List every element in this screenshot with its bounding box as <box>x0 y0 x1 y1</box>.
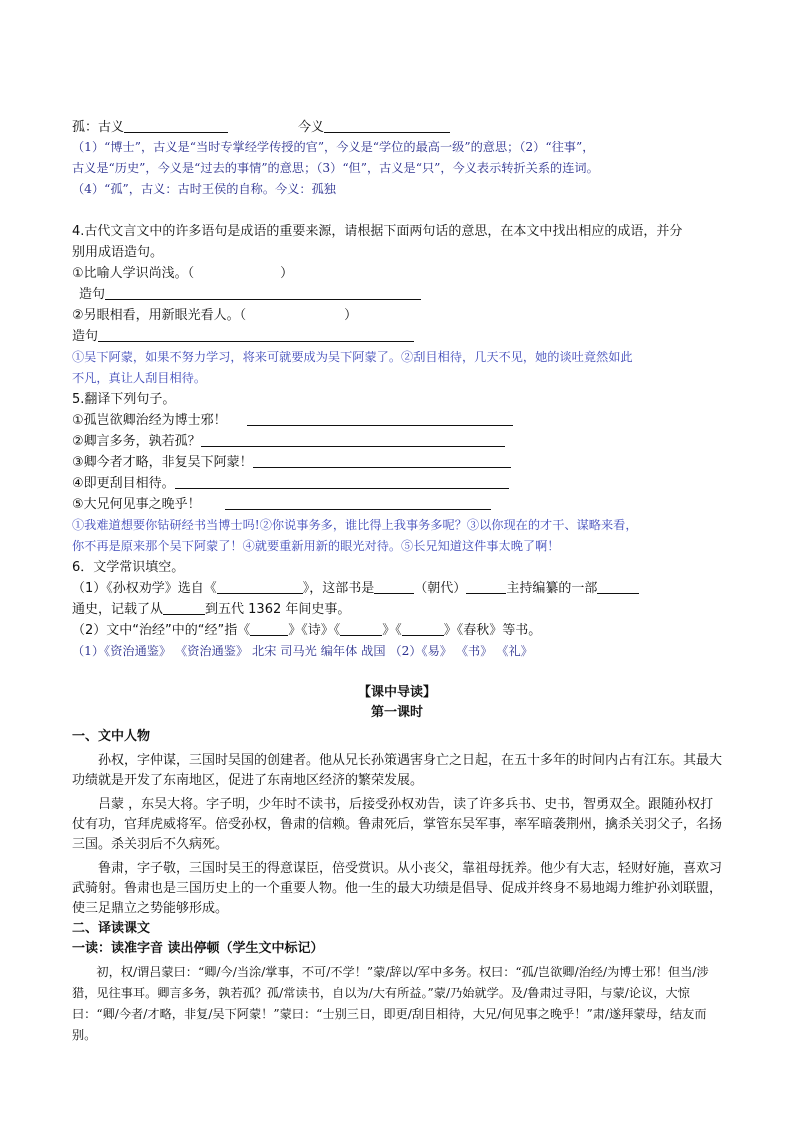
q5-answer-line-1: ①我难道想要你钻研经书当博士吗!②你说事务多，谁比得上我事务多呢？③以你现在的才干、谋略来看， <box>72 518 638 532</box>
q5-item-4 <box>72 473 722 494</box>
q4-zaoju-1-row <box>72 284 722 305</box>
q5-title: 5.翻译下列句子。 <box>72 392 176 407</box>
lusu-paragraph: 鲁肃，字子敬，三国时吴王的得意谋臣，倍受赏识。从小丧父，靠祖母抚养。他少有大志，轻财好施，喜欢习武骑射。鲁肃也是三国历史上的一个重要人物。他一生的最大功绩是倡导、促成并终身不易地竭力维护孙刘联盟，使三足鼎立之势能够形成。 <box>72 861 723 916</box>
q4-item-2 <box>72 305 722 326</box>
q5-answer-line-2: 你不再是原来那个吴下阿蒙了！④就要重新用新的眼光对待。⑤长兄知道这件事太晚了啊！ <box>72 539 560 553</box>
q6-line-1 <box>72 578 722 599</box>
q3-answer-line-3: （4）“孤”，古义：古时王侯的自称。今义：孤独 <box>72 182 336 196</box>
q4-item-2-text: ②另眼相看，用新眼光看人。（ <box>72 308 247 323</box>
q6-line-2-part-a: 通史，记载了从 <box>72 602 164 617</box>
q6-title: 6．文学常识填空。 <box>72 560 185 575</box>
part1-heading: 一、文中人物 <box>72 729 151 744</box>
gu-meaning-row <box>72 118 722 137</box>
q6-line-1-part-b: 》，这部书是 <box>302 581 375 596</box>
q5-item-3-text: ③卿今者才略，非复吴下阿蒙！ <box>72 455 253 470</box>
q6-line-3-part-c: 》《 <box>382 623 402 638</box>
q6-line-3-part-a: （2）文中“治经”中的“经”指《 <box>72 623 251 638</box>
q5-item-3 <box>72 452 722 473</box>
q3-answer-line-1: （1）“博士”，古义是“当时专掌经学传授的官”，今义是“学位的最高一级”的意思；（2）“往事”， <box>72 140 595 154</box>
q6-line-3 <box>72 620 722 641</box>
q6-line-1-part-d: 主持编纂的一部 <box>506 581 598 596</box>
q5-item-1 <box>72 410 722 431</box>
q5-item-5 <box>72 494 722 515</box>
q4-answer-line-2: 不凡，真让人刮目相待。 <box>72 371 207 385</box>
sunquan-paragraph: 孙权，字仲谋，三国时吴国的创建者。他从兄长孙策遇害身亡之日起，在五十多年的时间内占有江东。其最大功绩就是开发了东南地区，促进了东南地区经济的繁荣发展。 <box>72 753 723 788</box>
gu-modern-blank[interactable] <box>324 119 450 133</box>
q5-item-1-blank[interactable] <box>247 412 513 426</box>
q4-item-1 <box>72 263 722 284</box>
q6-line-3-part-d: 》《春秋》等书。 <box>443 623 542 638</box>
q5-item-1-text: ①孤岂欲卿治经为博士邪！ <box>72 413 227 428</box>
q5-item-5-blank[interactable] <box>225 496 491 510</box>
q6-jing-blank-2[interactable] <box>340 622 382 636</box>
q6-period-blank[interactable] <box>163 601 205 615</box>
q6-editor-blank[interactable] <box>466 580 506 594</box>
q6-genre-blank[interactable] <box>597 580 639 594</box>
q4-zaoju-1-blank[interactable] <box>105 286 421 300</box>
q3-answer-line-2: 古义是“历史”，今义是“过去的事情”的意思；（3）“但”，古义是“只”，今义表示转折关系的连词。 <box>72 161 599 175</box>
q4-item-1-close: ） <box>280 266 294 281</box>
q6-line-1-part-a: （1）《孙权劝学》选自《 <box>72 581 217 596</box>
q6-dynasty-blank[interactable] <box>374 580 414 594</box>
q4-answer-line-1: ①吴下阿蒙，如果不努力学习，将来可就要成为吴下阿蒙了。②刮目相待，几天不见，她的谈吐竟然如此 <box>72 350 633 364</box>
part2-subheading: 一读：读准字音 读出停顿（学生文中标记） <box>72 941 324 956</box>
q5-item-4-text: ④即更刮目相待。 <box>72 476 175 491</box>
q4-item-2-close: ） <box>344 308 358 323</box>
q5-item-2 <box>72 431 722 452</box>
q6-line-1-part-c: （朝代） <box>414 581 467 596</box>
q4-title-line-2: 别用成语造句。 <box>72 245 164 260</box>
q6-jing-blank-1[interactable] <box>250 622 288 636</box>
classical-text-paragraph: 初，权/谓吕蒙曰：“卿/今/当涂/掌事，不可/不学！”蒙/辞以/军中多务。权曰：“孤/岂欲卿/治经/为博士邪！但当/涉猎，见往事耳。卿言多务，孰若孤？孤/常读书，自以为/大有所益。”蒙/乃始就学。及/鲁肃过寻阳，与蒙/论议，大惊曰：“卿/今者/才略，非复/吴下阿蒙！”蒙曰：“士别三日，即更/刮目相待，大兄/何见事之晚乎！”肃/遂拜蒙母，结友而别。 <box>72 965 709 1042</box>
q4-zaoju-1-label: 造句 <box>79 287 106 302</box>
gu-ancient-label: 孤：古义 <box>72 120 125 135</box>
q6-line-3-part-b: 》《诗》《 <box>288 623 341 638</box>
lvmeng-paragraph: 吕蒙 ，东吴大将。字子明，少年时不读书，后接受孙权劝告，读了许多兵书、史书，智勇双全。跟随孙权打仗有功，官拜虎威将军。倍受孙权，鲁肃的信赖。鲁肃死后，掌管东吴军事，率军暗袭荆州，擒杀关羽父子，名扬三国。杀关羽后不久病死。 <box>72 797 723 852</box>
q4-title-line-1: 4.古代文言文中的许多语句是成语的重要来源，请根据下面两句话的意思，在本文中找出相应的成语，并分 <box>72 224 683 239</box>
q4-zaoju-2-label: 造句 <box>72 329 99 344</box>
worksheet-page <box>72 118 722 1046</box>
q6-book-blank[interactable] <box>217 580 303 594</box>
q5-item-4-blank[interactable] <box>175 475 509 489</box>
section-subtitle: 第一课时 <box>370 705 423 720</box>
q4-item-1-text: ①比喻人学识尚浅。（ <box>72 266 195 281</box>
gu-ancient-blank[interactable] <box>124 119 228 133</box>
q6-line-2-part-b: 到五代 1362 年间史事。 <box>205 602 351 617</box>
q6-jing-blank-3[interactable] <box>402 622 444 636</box>
section-title: 【课中导读】 <box>357 685 436 700</box>
q6-answer: （1）《资治通鉴》 《资治通鉴》 北宋 司马光 编年体 战国 （2）《易》 《书》 《礼》 <box>72 644 533 658</box>
q5-item-3-blank[interactable] <box>253 454 511 468</box>
part2-heading: 二、译读课文 <box>72 921 151 936</box>
gu-modern-label: 今义 <box>298 120 325 135</box>
q5-item-2-text: ②卿言多务，孰若孤？ <box>72 434 201 449</box>
q5-item-5-text: ⑤大兄何见事之晚乎！ <box>72 497 201 512</box>
q4-zaoju-2-row <box>72 326 722 347</box>
q6-line-2 <box>72 599 722 620</box>
q4-zaoju-2-blank[interactable] <box>98 328 414 342</box>
q5-item-2-blank[interactable] <box>201 433 505 447</box>
